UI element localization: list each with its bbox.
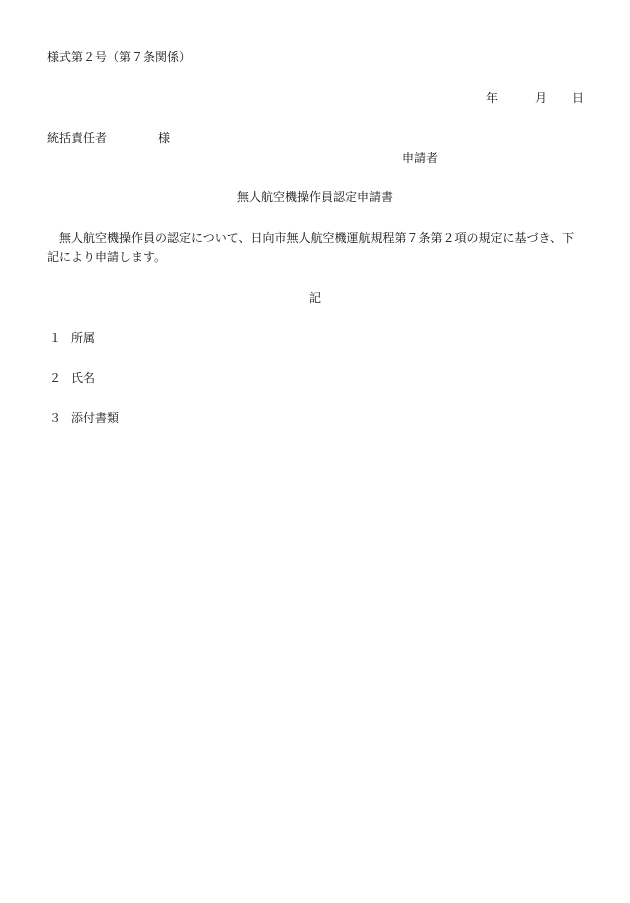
date-line [486, 90, 584, 106]
list-item [49, 370, 95, 386]
body-paragraph: 無人航空機操作員の認定について、日向市無人航空機運航規程第７条第２項の規定に基づき、下記により申請します。 [47, 231, 575, 264]
addressee-line [47, 130, 170, 146]
list-item [49, 330, 95, 346]
item-label: 所属 [71, 331, 96, 345]
ki-heading: 記 [308, 291, 321, 305]
item-number: ２ [49, 371, 62, 385]
addressee-honorific: 様 [158, 131, 171, 145]
document-title: 無人航空機操作員認定申請書 [236, 190, 393, 204]
date-month-label: 月 [535, 91, 548, 105]
addressee-role: 統括責任者 [47, 131, 108, 145]
list-item [49, 410, 119, 426]
applicant-label: 申請者 [402, 151, 439, 165]
date-year-label: 年 [486, 91, 499, 105]
date-day-label: 日 [572, 91, 585, 105]
form-number: 様式第２号（第７条関係） [47, 50, 192, 64]
item-number: ３ [49, 411, 62, 425]
item-label: 添付書類 [71, 411, 120, 425]
item-number: １ [49, 331, 62, 345]
item-label: 氏名 [71, 371, 96, 385]
